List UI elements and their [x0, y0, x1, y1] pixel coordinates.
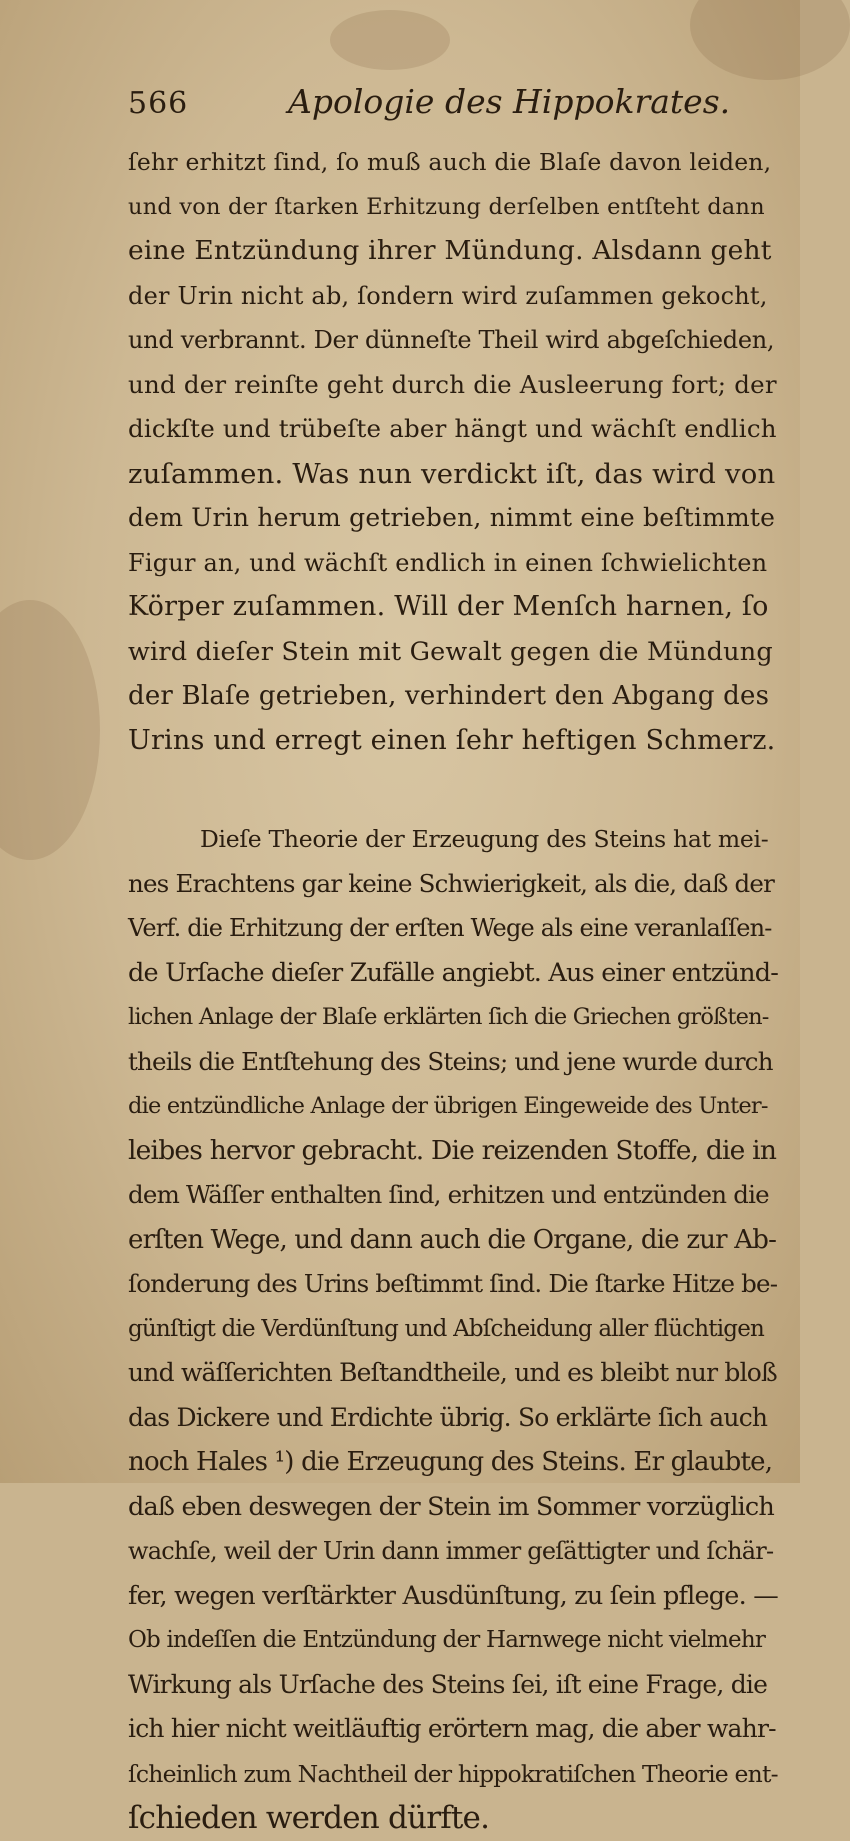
- text-line: und wäſſerichten Beſtandtheile, und es bleibt nur bloß: [128, 1358, 777, 1387]
- body-text: [128, 140, 778, 1841]
- text-line: ich hier nicht weitläuftig erörtern mag, die aber wahr-: [128, 1714, 776, 1743]
- text-line: daß eben deswegen der Stein im Sommer vorzüglich: [128, 1491, 775, 1522]
- paper-stain: [330, 10, 450, 70]
- text-line: und der reinſte geht durch die Ausleerung fort; der: [128, 369, 777, 399]
- text-line: dickſte und trübeſte aber hängt und wächſt endlich: [128, 414, 777, 443]
- text-line: dem Wäſſer enthalten ſind, erhitzen und entzünden die: [128, 1180, 769, 1209]
- text-line: leibes hervor gebracht. Die reizenden Stoffe, die in: [128, 1134, 777, 1166]
- text-line: theils die Entſtehung des Steins; und jene wurde durch: [128, 1046, 773, 1076]
- text-line: Dieſe Theorie der Erzeugung des Steins hat mei-: [200, 825, 769, 853]
- text-line: das Dickere und Erdichte übrig. So erklärte ſich auch: [128, 1402, 768, 1432]
- text-line: der Urin nicht ab, ſondern wird zuſammen gekocht,: [128, 281, 768, 310]
- text-line: noch Hales ¹) die Erzeugung des Steins. Er glaubte,: [128, 1447, 773, 1477]
- paragraph: [128, 817, 778, 1841]
- page-number: 566: [128, 86, 189, 121]
- text-line: Körper zuſammen. Will der Menſch harnen, ſo: [128, 591, 769, 622]
- text-line: erſten Wege, und dann auch die Organe, die zur Ab-: [128, 1224, 777, 1255]
- text-line: fer, wegen verſtärkter Ausdünſtung, zu ſein pflege. —: [128, 1580, 778, 1611]
- text-line: Urins und erregt einen ſehr heftigen Schmerz.: [128, 724, 776, 756]
- text-line: die entzündliche Anlage der übrigen Eingeweide des Unter-: [128, 1093, 768, 1119]
- text-line: dem Urin herum getrieben, nimmt eine beſtimmte: [128, 503, 776, 532]
- text-line: Verf. die Erhitzung der erſten Wege als eine veranlaſſen-: [128, 914, 772, 942]
- text-line: ſehr erhitzt ſind, ſo muß auch die Blaſe davon leiden,: [128, 148, 772, 176]
- running-title: Apologie des Hippokrates.: [288, 82, 731, 121]
- text-line: eine Entzündung ihrer Mündung. Alsdann geht: [128, 235, 772, 266]
- text-line: der Blaſe getrieben, verhindert den Abgang des: [128, 681, 770, 711]
- text-line: ſchieden werden dürfte.: [128, 1800, 490, 1836]
- text-line: wird dieſer Stein mit Gewalt gegen die Mündung: [128, 636, 773, 667]
- page-header: [128, 82, 768, 132]
- text-line: de Urſache dieſer Zufälle angiebt. Aus einer entzünd-: [128, 957, 779, 988]
- text-line: ſcheinlich zum Nachtheil der hippokratiſchen Theorie ent-: [128, 1759, 778, 1788]
- text-line: und verbrannt. Der dünneſte Theil wird abgeſchieden,: [128, 326, 775, 354]
- text-line: Wirkung als Urſache des Steins ſei, iſt eine Frage, die: [128, 1669, 768, 1699]
- text-line: lichen Anlage der Blaſe erklärten ſich die Griechen größten-: [128, 1004, 769, 1030]
- text-line: Ob indeſſen die Entzündung der Harnwege nicht vielmehr: [128, 1627, 766, 1653]
- text-line: und von der ſtarken Erhitzung derſelben entſteht dann: [128, 193, 765, 220]
- paragraph: [128, 140, 778, 763]
- text-line: Figur an, und wächſt endlich in einen ſchwielichten: [128, 548, 768, 577]
- text-line: wachſe, weil der Urin dann immer geſättigter und ſchär-: [128, 1537, 774, 1565]
- paragraph-spacer: [128, 763, 778, 817]
- text-line: günſtigt die Verdünſtung und Abſcheidung aller flüchtigen: [128, 1315, 765, 1342]
- text-line: ſonderung des Urins beſtimmt ſind. Die ſtarke Hitze be-: [128, 1269, 778, 1298]
- paper-stain: [690, 0, 850, 80]
- text-line: nes Erachtens gar keine Schwierigkeit, als die, daß der: [128, 868, 775, 898]
- text-line: zuſammen. Was nun verdickt iſt, das wird von: [128, 457, 776, 490]
- paper-stain: [0, 600, 100, 860]
